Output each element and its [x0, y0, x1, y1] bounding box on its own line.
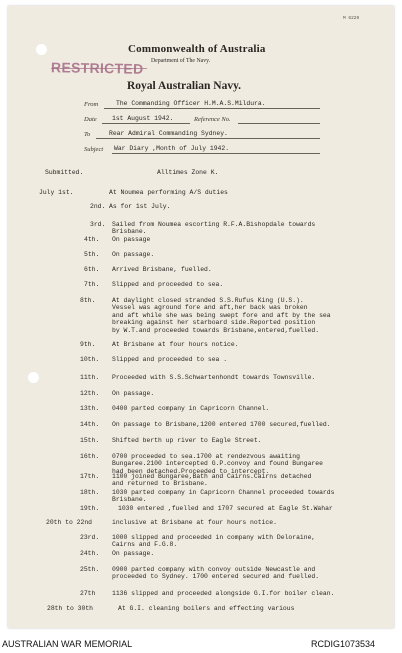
to-label: To [84, 131, 91, 138]
entry-text-line: Slipped and proceeded to sea . [112, 356, 228, 363]
entry-text-line: Bungaree.2100 intercepted G.P.convoy and found Bungaree [112, 460, 323, 468]
department-heading: Department of The Navy. [151, 58, 211, 64]
entry-text-line: At Noumea performing A/S duties [109, 189, 228, 196]
entry-day: 10th. [80, 356, 100, 363]
entry-text-line: 0900 parted company with convoy outside Newcastle and [112, 566, 316, 573]
entry-day: 12th. [80, 390, 100, 397]
reference-rule [238, 123, 320, 124]
entry-day: 11th. [80, 374, 100, 381]
subject-value: War Diary ,Month of July 1942. [114, 145, 230, 152]
entry-text-line: Brisbane. [112, 496, 147, 504]
entry-day: 7th. [84, 281, 100, 288]
entry-day: 28th to 30th [47, 605, 94, 612]
date-label: Date [84, 116, 97, 123]
entry-text-line: Proceeded with S.S.Schwartenhondt towards Townsville. [112, 374, 316, 381]
form-number: M 6220 [343, 16, 360, 21]
entry-text-line: Arrived Brisbane, fuelled. [112, 266, 212, 273]
entry-text-line: Cairns and F.G.8. [112, 541, 178, 549]
stamp-strike [51, 68, 147, 69]
entry-text-line: 1136 slipped and proceeded alongside G.I.for boiler clean. [112, 590, 335, 597]
subject-rule [112, 153, 320, 154]
date-value: 1st August 1942. [112, 115, 174, 122]
entry-text-line: 0400 parted company in Capricorn Channel. [112, 405, 270, 412]
entry-day: 19th. [80, 505, 100, 512]
entry-day: 16th. [80, 453, 100, 460]
entry-text-line: On passage. [112, 550, 155, 557]
entry-day: 9th. [80, 341, 96, 348]
entry-text-line: Vessel was aground fore and aft,her back was broken [112, 304, 308, 312]
entry-text-line: and aft while she was being swept fore and aft by the sea [112, 311, 331, 319]
entry-text-line: and returned to Brisbane. [112, 480, 208, 488]
entry-text-line: proceeded to Sydney. 1700 entered secured and fuelled. [112, 573, 320, 581]
entry-text-line: 1030 entered ,fuelled and 1707 secured at Eagle St.Wahar [118, 505, 333, 512]
entry-day: 5th. [84, 251, 100, 258]
entry-text-line: 0700 proceeded to sea.1700 at rendezvous awaiting [112, 453, 300, 460]
entry-text-line: inclusive at Brisbane at four hours notice. [112, 519, 277, 526]
entry-day: 8th. [80, 297, 96, 304]
entry-text-line: 1100 joined Bungaree,Bath and Cairns.Cairns detached [112, 473, 312, 480]
entry-text-line: by W.T.and proceeded towards Brisbane,entered,fuelled. [112, 326, 320, 334]
entry-text-line: On passage. [112, 390, 155, 397]
entry-day: July 1st. [39, 189, 74, 196]
entry-day: 25th. [80, 566, 100, 573]
to-value: Rear Admiral Commanding Sydney. [109, 130, 228, 137]
reference-label: Reference No. [194, 116, 231, 123]
entry-text-line: Slipped and proceeded to sea. [112, 281, 224, 288]
from-value: The Commanding Officer H.M.A.S.Mildura. [116, 100, 266, 107]
entry-text-line: breaking against her starboard side.Reported position [112, 319, 316, 327]
from-rule [104, 108, 320, 109]
entry-day: 15th. [80, 437, 100, 444]
to-rule [96, 138, 320, 139]
restricted-stamp: RESTRICTED [50, 59, 144, 77]
entry-text-line: On passage. [112, 251, 155, 258]
entry-day: 23rd. [80, 534, 100, 541]
submitted-line: Submitted. [45, 169, 84, 176]
entry-text-line: Brisbane. [112, 228, 147, 236]
from-label: From [84, 101, 99, 108]
entry-text-line: 1000 slipped and proceeded in company with Deloraine, [112, 534, 316, 541]
entry-day: 24th. [80, 550, 100, 557]
punch-hole [28, 372, 39, 383]
entry-day: 20th to 22nd [46, 519, 93, 526]
entry-day: 3rd. [90, 221, 106, 228]
entry-day: 4th. [84, 236, 100, 243]
punch-hole [36, 44, 47, 55]
entry-day: 6th. [84, 266, 100, 273]
entry-day: 17th. [80, 473, 100, 480]
navy-heading: Royal Australian Navy. [127, 80, 242, 92]
entry-day: 13th. [80, 405, 100, 412]
entry-text-line: On passage to Brisbane,1200 entered 1700 secured,fuelled. [112, 421, 331, 428]
entry-day: 27th [80, 590, 96, 597]
entry-text-line: At G.I. cleaning boilers and effecting various [118, 605, 295, 612]
entry-text-line: As for 1st July. [109, 203, 171, 210]
entry-day: 14th. [80, 421, 100, 428]
entry-text-line: Sailed from Noumea escorting R.F.A.Bishopdale towards [112, 221, 316, 228]
entry-day: 2nd. [90, 203, 106, 210]
entry-text-line: At Brisbane at four hours notice. [112, 341, 239, 348]
entry-text-line: 1030 parted company in Capricorn Channel proceeded towards [112, 489, 335, 496]
date-rule [102, 123, 190, 124]
entry-text-line: At daylight closed stranded S.S.Rufus King (U.S.). [112, 297, 304, 304]
entry-text-line: Shifted berth up river to Eagle Street. [112, 437, 262, 444]
subject-label: Subject [84, 146, 104, 153]
commonwealth-heading: Commonwealth of Australia [128, 43, 266, 55]
footer-left: AUSTRALIAN WAR MEMORIAL [2, 639, 133, 649]
footer-right: RCDIG1073534 [311, 639, 376, 649]
entry-day: 18th. [80, 489, 100, 496]
zone-line: Alltimes Zone K. [157, 169, 219, 176]
entry-text-line: had been detached.Proceeded to intercept. [112, 467, 270, 475]
entry-text-line: On passage [112, 236, 151, 243]
